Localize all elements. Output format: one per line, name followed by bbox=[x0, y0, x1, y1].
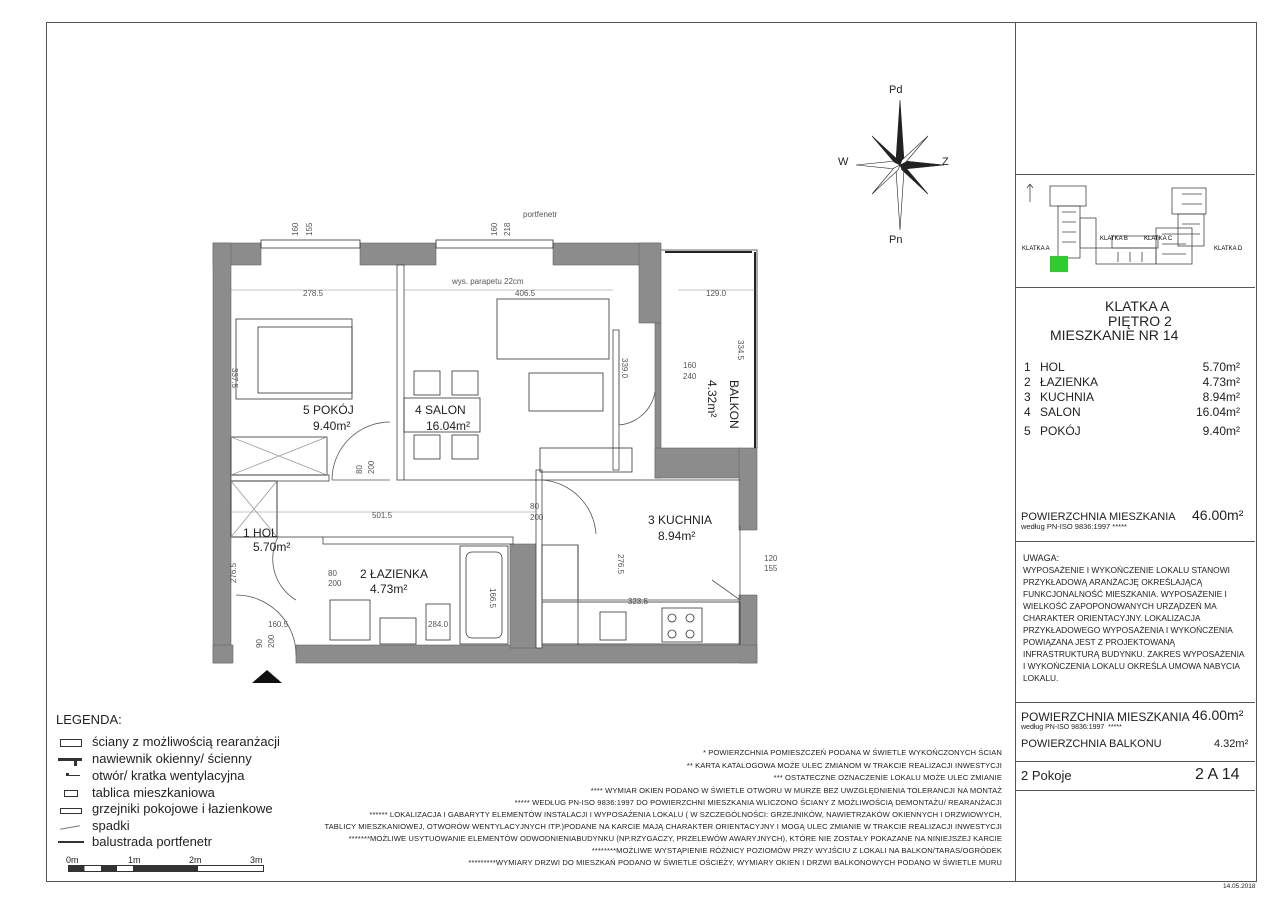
legend-item bbox=[56, 734, 280, 749]
movable-wall-icon bbox=[56, 736, 88, 748]
dim-door2-height: 200 bbox=[530, 513, 544, 522]
scale-label-0: 0m bbox=[66, 855, 79, 865]
header-floor: PIĘTRO 2 bbox=[1108, 313, 1172, 329]
panel-divider bbox=[1015, 22, 1016, 882]
vent-opening-icon bbox=[56, 770, 88, 782]
dim-kitchen-depth: 276.5 bbox=[616, 554, 625, 575]
footnote: ****** LOKALIZACJA I GABARYTY ELEMENTÓW INSTALACJI I WYPOSAŻENIA LOKALU ( W SZCZEGÓLNOŚCI: GRZEJNIKÓW, NAWIETRZAKÓW OKIENNYCH I DRZWIOWYCH, bbox=[369, 810, 1002, 819]
legend-title: LEGENDA: bbox=[56, 712, 122, 727]
plan-lazienka-area: 4.73m² bbox=[370, 582, 408, 596]
keyplan-label-b: KLATKA B bbox=[1100, 236, 1128, 242]
room-name: KUCHNIA bbox=[1040, 390, 1095, 404]
notice-line: I WYKOŃCZENIA LOKALU OKREŚLA UMOWA NABYCIA bbox=[1023, 661, 1241, 671]
legend-item bbox=[56, 818, 130, 833]
dim-balcony-door-height: 240 bbox=[683, 372, 697, 381]
notice-line: WIELKOŚĆ ZAPOPONOWANYCH URZĄDZEŃ MA bbox=[1023, 601, 1217, 611]
footnote: **** WYMIAR OKIEN PODANO W ŚWIETLE OTWORU W MURZE BEZ UWZGLĘDNIENIA TOLERANCJI NA MONTAŻ bbox=[590, 786, 1002, 795]
legend-item bbox=[56, 751, 252, 766]
radiator-icon bbox=[56, 803, 88, 815]
dim-hol-depth: 276.5 bbox=[229, 562, 238, 583]
dim-hall-length: 501.5 bbox=[372, 511, 393, 520]
plan-pokoj-num: 5 bbox=[303, 403, 310, 417]
plan-salon-num: 4 bbox=[415, 403, 422, 417]
dim-bath-tub: 166.5 bbox=[488, 588, 497, 609]
notice-line: LOKALU. bbox=[1023, 673, 1059, 683]
apartment-code: 2 A 14 bbox=[1195, 766, 1240, 783]
room-number: 3 bbox=[1024, 390, 1031, 404]
plan-pokoj-area: 9.40m² bbox=[313, 419, 351, 433]
dim-door3-height: 200 bbox=[328, 579, 342, 588]
key-plan-map bbox=[1022, 178, 1250, 278]
floor-plan bbox=[200, 200, 780, 690]
legend-item bbox=[56, 785, 215, 800]
plan-hol-num: 1 bbox=[243, 526, 250, 540]
notice-title: UWAGA: bbox=[1023, 553, 1060, 563]
plan-hol-name: HOL bbox=[253, 526, 278, 540]
room-area: 16.04m² bbox=[1195, 405, 1240, 419]
dim-door4-height: 200 bbox=[267, 634, 276, 648]
notice-line: PRZYKŁADOWĄ ARANŻACJĘ OKREŚLAJĄCĄ bbox=[1023, 577, 1203, 587]
dim-window1-height: 155 bbox=[305, 222, 314, 236]
room-name: SALON bbox=[1040, 405, 1081, 419]
legend-item bbox=[56, 834, 212, 849]
legend-label: tablica mieszkaniowa bbox=[92, 785, 215, 800]
plan-balcony-area: 4.32m² bbox=[705, 380, 719, 418]
legend-item bbox=[56, 801, 273, 816]
footnote: ***** WEDŁUG PN-ISO 9836:1997 DO POWIERZCHNI MIESZKANIA WLICZONO ŚCIANY Z MOŻLIWOŚCIĄ DEMONTAŻU/ REARANŻACJI bbox=[514, 798, 1002, 807]
room-count: 2 Pokoje bbox=[1021, 768, 1072, 783]
apartment-area-value-2: 46.00m² bbox=[1192, 707, 1244, 723]
room-number: 4 bbox=[1024, 405, 1031, 419]
footnote: TABLICY MIESZKANIOWEJ, OTWORÓW WENTYLACYJNYCH ITP.)PODANE NA KARCIE MAJĄ CHARAKTER ORIENTACYJNY I MOGĄ ULEC ZMIANIE W TRAKCIE REALIZACJI INWESTYCJI bbox=[324, 822, 1002, 831]
apartment-area-standard-2 bbox=[1021, 724, 1122, 731]
dim-salon-depth: 339.0 bbox=[620, 358, 629, 379]
scale-label-1: 1m bbox=[128, 855, 141, 865]
room-number: 5 bbox=[1024, 424, 1031, 438]
separator bbox=[1015, 790, 1255, 791]
footnote: *** OSTATECZNE OZNACZENIE LOKALU MOŻE ULEC ZMIANIE bbox=[773, 773, 1002, 782]
footnote: ********MOŻLIWE WYSTĄPIENIE RÓŻNICY POZIOMÓW PRZY WYJŚCIU Z LOKALI NA BALKON/TARAS/OGRÓDEK bbox=[591, 846, 1002, 855]
plan-kuchnia-area: 8.94m² bbox=[658, 529, 696, 543]
dim-bath-width: 284.0 bbox=[428, 620, 449, 629]
compass-north-label: Pd bbox=[889, 84, 903, 96]
dim-kitchen-window-width: 120 bbox=[764, 554, 778, 563]
header-stairwell: KLATKA A bbox=[1105, 298, 1170, 314]
plan-salon-area: 16.04m² bbox=[426, 419, 471, 433]
dim-hol-width: 160.5 bbox=[268, 620, 289, 629]
notice-line: FUNKCJONALNOŚĆ MIESZKANIA. WYPOSAŻENIE I bbox=[1023, 589, 1227, 599]
dim-door1-height: 200 bbox=[367, 460, 376, 474]
dim-salon-width: 406.5 bbox=[515, 289, 536, 298]
plan-kuchnia-num: 3 bbox=[648, 513, 655, 527]
plan-pokoj-name: POKÓJ bbox=[313, 403, 354, 417]
list-item bbox=[1024, 424, 1240, 438]
room-number: 2 bbox=[1024, 375, 1031, 389]
separator bbox=[1015, 174, 1255, 175]
footnote: *********WYMIARY DRZWI DO MIESZKAŃ PODANO W ŚWIETLE OŚCIEŻY, WYMIARY OKIEN I DRZWI BALKONOWYCH PODANO W ŚWIETLE MURU bbox=[468, 858, 1002, 867]
room-name: POKÓJ bbox=[1040, 424, 1081, 438]
list-item bbox=[1024, 360, 1240, 374]
dim-door1-width: 80 bbox=[355, 465, 364, 474]
room-area: 8.94m² bbox=[1202, 390, 1240, 404]
plan-hol-area: 5.70m² bbox=[253, 540, 291, 554]
compass-east-label: Z bbox=[942, 156, 949, 168]
room-area: 4.73m² bbox=[1202, 375, 1240, 389]
apartment-area-label-2: POWIERZCHNIA MIESZKANIA bbox=[1021, 710, 1190, 724]
legend-label: grzejniki pokojowe i łazienkowe bbox=[92, 801, 273, 816]
plan-salon-name: SALON bbox=[425, 403, 466, 417]
legend-label: nawiewnik okienny/ ścienny bbox=[92, 751, 252, 766]
plan-lazienka-num: 2 bbox=[360, 567, 367, 581]
dim-door3-width: 80 bbox=[328, 569, 337, 578]
legend-label: balustrada portfenetr bbox=[92, 834, 212, 849]
balcony-area-value: 4.32m² bbox=[1214, 738, 1249, 750]
legend-label: ściany z możliwością rearanżacji bbox=[92, 734, 280, 749]
dim-window2-height: 218 bbox=[503, 222, 512, 236]
dim-balcony-door-width: 160 bbox=[683, 361, 697, 370]
notice-line: PRZYKŁADOWEGO WYPOSAŻENIA I WYKOŃCZENIA bbox=[1023, 625, 1233, 635]
plan-salon-label bbox=[415, 403, 466, 417]
header-apartment: MIESZKANIE NR 14 bbox=[1050, 327, 1179, 343]
dim-window1-width: 160 bbox=[291, 222, 300, 236]
standard-text: według PN-ISO 9836:1997 bbox=[1021, 724, 1105, 731]
room-area: 9.40m² bbox=[1202, 424, 1240, 438]
apartment-area-value: 46.00m² bbox=[1192, 507, 1244, 523]
plan-lazienka-name: ŁAZIENKA bbox=[370, 567, 429, 581]
keyplan-label-d: KLATKA D bbox=[1214, 246, 1243, 252]
plan-hol-label bbox=[243, 526, 278, 540]
separator bbox=[1015, 702, 1255, 703]
dim-balcony-length: 334.5 bbox=[736, 340, 745, 361]
scale-label-3: 3m bbox=[250, 855, 263, 865]
balcony-area-label: POWIERZCHNIA BALKONU bbox=[1021, 738, 1162, 750]
scale-bar bbox=[68, 865, 264, 873]
plan-pokoj-label bbox=[303, 402, 354, 417]
standard-stars: ***** bbox=[1108, 724, 1122, 731]
dim-window2-width: 160 bbox=[490, 222, 499, 236]
dim-bedroom-depth: 337.5 bbox=[230, 368, 239, 389]
label-parapet: wys. parapetu 22cm bbox=[452, 277, 524, 286]
notice-line: CHARAKTER ORIENTACYJNY. LOKALIZACJA bbox=[1023, 613, 1201, 623]
separator bbox=[1015, 761, 1255, 762]
dim-door4-width: 90 bbox=[255, 639, 264, 648]
notice-line: INFRASTRUKTURĄ BUDYNKU. ZAKRES WYPOSAŻENIA bbox=[1023, 649, 1245, 659]
plan-balcony-name: BALKON bbox=[727, 380, 741, 429]
legend-label: spadki bbox=[92, 818, 130, 833]
footnote: * POWIERZCHNIA POMIESZCZEŃ PODANA W ŚWIETLE WYKOŃCZONYCH ŚCIAN bbox=[702, 748, 1002, 757]
list-item bbox=[1024, 405, 1240, 419]
plan-lazienka-label bbox=[360, 567, 428, 581]
notice-line: WYPOSAŻENIE I WYKOŃCZENIE LOKALU STANOWI bbox=[1023, 565, 1230, 575]
footnote: ** KARTA KATALOGOWA MOŻE ULEC ZMIANOM W TRAKCIE REALIZACJI INWESTYCJI bbox=[686, 761, 1002, 770]
electrical-panel-icon bbox=[56, 787, 88, 799]
scale-label-2: 2m bbox=[189, 855, 202, 865]
room-name: HOL bbox=[1040, 360, 1065, 374]
list-item bbox=[1024, 390, 1240, 404]
legend-item bbox=[56, 768, 244, 783]
notice-line: POWIĄZANA JEST Z PROJEKTOWANĄ bbox=[1023, 637, 1176, 647]
footnote: *******MOŻLIWE USYTUOWANIE ELEMENTÓW ODWODNIENIABUDYNKU (NP.RZYGACZY, PRZELEWÓW AWARYJNYCH), KTÓRE NIE ZOSTAŁY POKAZANE NA NINIEJSZEJ KARCIE bbox=[348, 834, 1002, 843]
separator bbox=[1015, 541, 1255, 542]
dim-door2-width: 80 bbox=[530, 502, 539, 511]
label-portfenetr: portfenetr bbox=[523, 210, 558, 219]
compass-west-label: W bbox=[838, 156, 849, 168]
date-stamp: 14.05.2018 bbox=[1223, 883, 1256, 890]
railing-icon bbox=[56, 836, 88, 848]
plan-kuchnia-label bbox=[648, 513, 712, 527]
apartment-area-standard: według PN-ISO 9836:1997 ***** bbox=[1021, 522, 1127, 531]
dim-balcony-width: 129.0 bbox=[706, 289, 727, 298]
dim-kitchen-width: 323.5 bbox=[628, 597, 649, 606]
separator bbox=[1015, 287, 1255, 288]
trickle-vent-icon bbox=[56, 753, 88, 765]
compass-south-label: Pn bbox=[889, 234, 903, 246]
list-item bbox=[1024, 375, 1240, 389]
compass-rose-icon bbox=[852, 98, 948, 232]
keyplan-label-a: KLATKA A bbox=[1022, 246, 1050, 252]
room-name: ŁAZIENKA bbox=[1040, 375, 1099, 389]
legend-label: otwór/ kratka wentylacyjna bbox=[92, 768, 245, 783]
room-area: 5.70m² bbox=[1202, 360, 1240, 374]
keyplan-label-c: KLATKA C bbox=[1144, 236, 1173, 242]
dim-bedroom-width: 278.5 bbox=[303, 289, 324, 298]
plan-kuchnia-name: KUCHNIA bbox=[658, 513, 713, 527]
room-number: 1 bbox=[1024, 360, 1031, 374]
slope-icon bbox=[56, 820, 88, 832]
apartment-area-label: POWIERZCHNIA MIESZKANIA bbox=[1021, 511, 1176, 523]
dim-kitchen-window-height: 155 bbox=[764, 564, 778, 573]
